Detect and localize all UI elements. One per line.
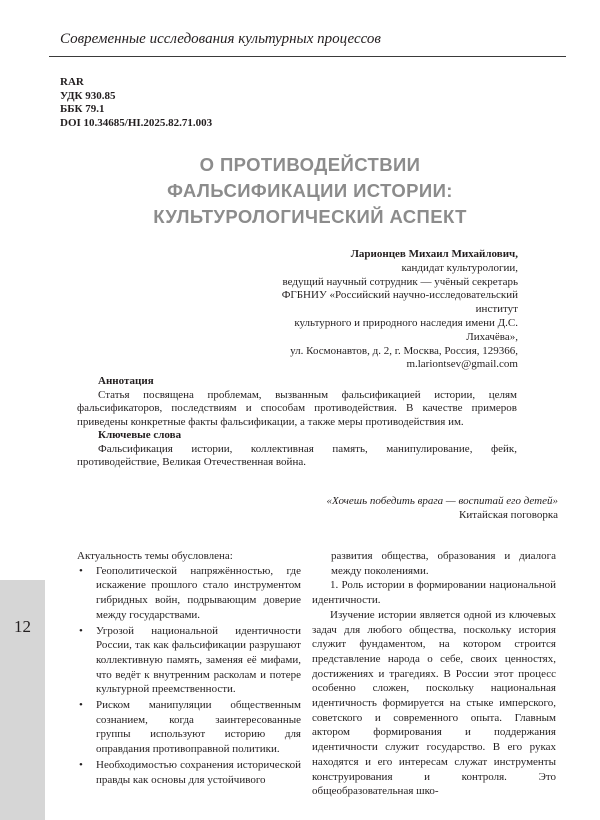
author-address: ул. Космонавтов, д. 2, г. Москва, Россия, 129366, — [290, 344, 518, 357]
list-item: • Необходимостью сохранения исторической правды как основы для устойчивого — [77, 758, 301, 787]
code-rar: RAR — [60, 76, 84, 88]
page-number-tab — [0, 580, 45, 820]
journal-running-header: Современные исследования культурных процессов — [60, 31, 381, 47]
author-degree: кандидат культурологии, — [401, 261, 518, 274]
code-bbk: ББК 79.1 — [60, 103, 105, 115]
list-item: • Риском манипуляции общественным сознанием, когда заинтересованные группы используют историю для оправдания противоправной политики. — [77, 698, 301, 757]
list-continuation: развития общества, образования и диалога между поколениями. — [331, 550, 556, 577]
keywords-text: Фальсификация истории, коллективная память, манипулирование, фейк, противодействие, Великая Отечественная война. — [77, 442, 517, 468]
author-position: ведущий научный сотрудник — учёный секретарь — [282, 275, 518, 288]
relevance-intro: Актуальность темы обусловлена: — [77, 550, 233, 562]
abstract-heading: Аннотация — [98, 375, 154, 387]
list-item: • Геополитической напряжённостью, где искажение прошлого стало инструментом гибридных войн, подрывающим доверие между государствами. — [77, 564, 301, 623]
page-number: 12 — [14, 617, 31, 636]
list-item: • Угрозой национальной идентичности России, так как фальсификации разрушают коллективную память, заменяя её мифами, что ведёт к внутренним расколам и потере культурной преемственности. — [77, 624, 301, 698]
body-column-left — [77, 549, 301, 788]
author-institution: ФГБНИУ «Российский научно-исследовательский институт — [281, 289, 518, 316]
epigraph-quote: «Хочешь победить врага — воспитай его детей» — [326, 495, 558, 507]
author-name: Ларионцев Михаил Михайлович, — [350, 248, 518, 260]
author-institution-cont: культурного и природного наследия имени Д.С. Лихачёва», — [294, 316, 518, 343]
header-divider — [49, 56, 566, 57]
relevance-list — [77, 564, 301, 788]
classification-codes — [60, 76, 212, 130]
epigraph-source: Китайская поговорка — [459, 509, 558, 521]
title-line: О ПРОТИВОДЕЙСТВИИ — [199, 154, 421, 175]
abstract-section — [77, 375, 517, 470]
author-email: m.lariontsev@gmail.com — [406, 358, 518, 371]
title-line: ФАЛЬСИФИКАЦИИ ИСТОРИИ: — [167, 180, 453, 201]
body-paragraph: Изучение истории является одной из ключевых задач для любого общества, поскольку история служит фундаментом, на котором строится представление народа о себе, своих ценностях, достижениях и трагедиях. В России этот процесс особенно сложен, поскольку национальная идентичность формируется на стыке имперского, советского и современного опыта. Главным актором формирования и поддержания идентичности служит государство. В его руках находятся и его интересам служат инструменты конструирования и контроля. Это общеобразовательная шко- — [312, 608, 556, 798]
body-column-right — [312, 549, 556, 799]
code-doi: DOI 10.34685/HI.2025.82.71.003 — [60, 116, 213, 129]
author-info — [250, 248, 518, 372]
code-udc: УДК 930.85 — [60, 89, 116, 102]
abstract-text: Статья посвящена проблемам, вызванным фальсификацией истории, целям фальсификаторов, последствиям и способам противодействия. В качестве примеров приведены конкретные факты фальсификации, а также меры противодействия им. — [77, 388, 517, 428]
article-title — [100, 152, 520, 230]
section-heading: 1. Роль истории в формировании национальной идентичности. — [312, 579, 556, 607]
keywords-heading: Ключевые слова — [98, 429, 182, 441]
title-line: КУЛЬТУРОЛОГИЧЕСКИЙ АСПЕКТ — [153, 206, 467, 227]
epigraph — [300, 494, 558, 522]
